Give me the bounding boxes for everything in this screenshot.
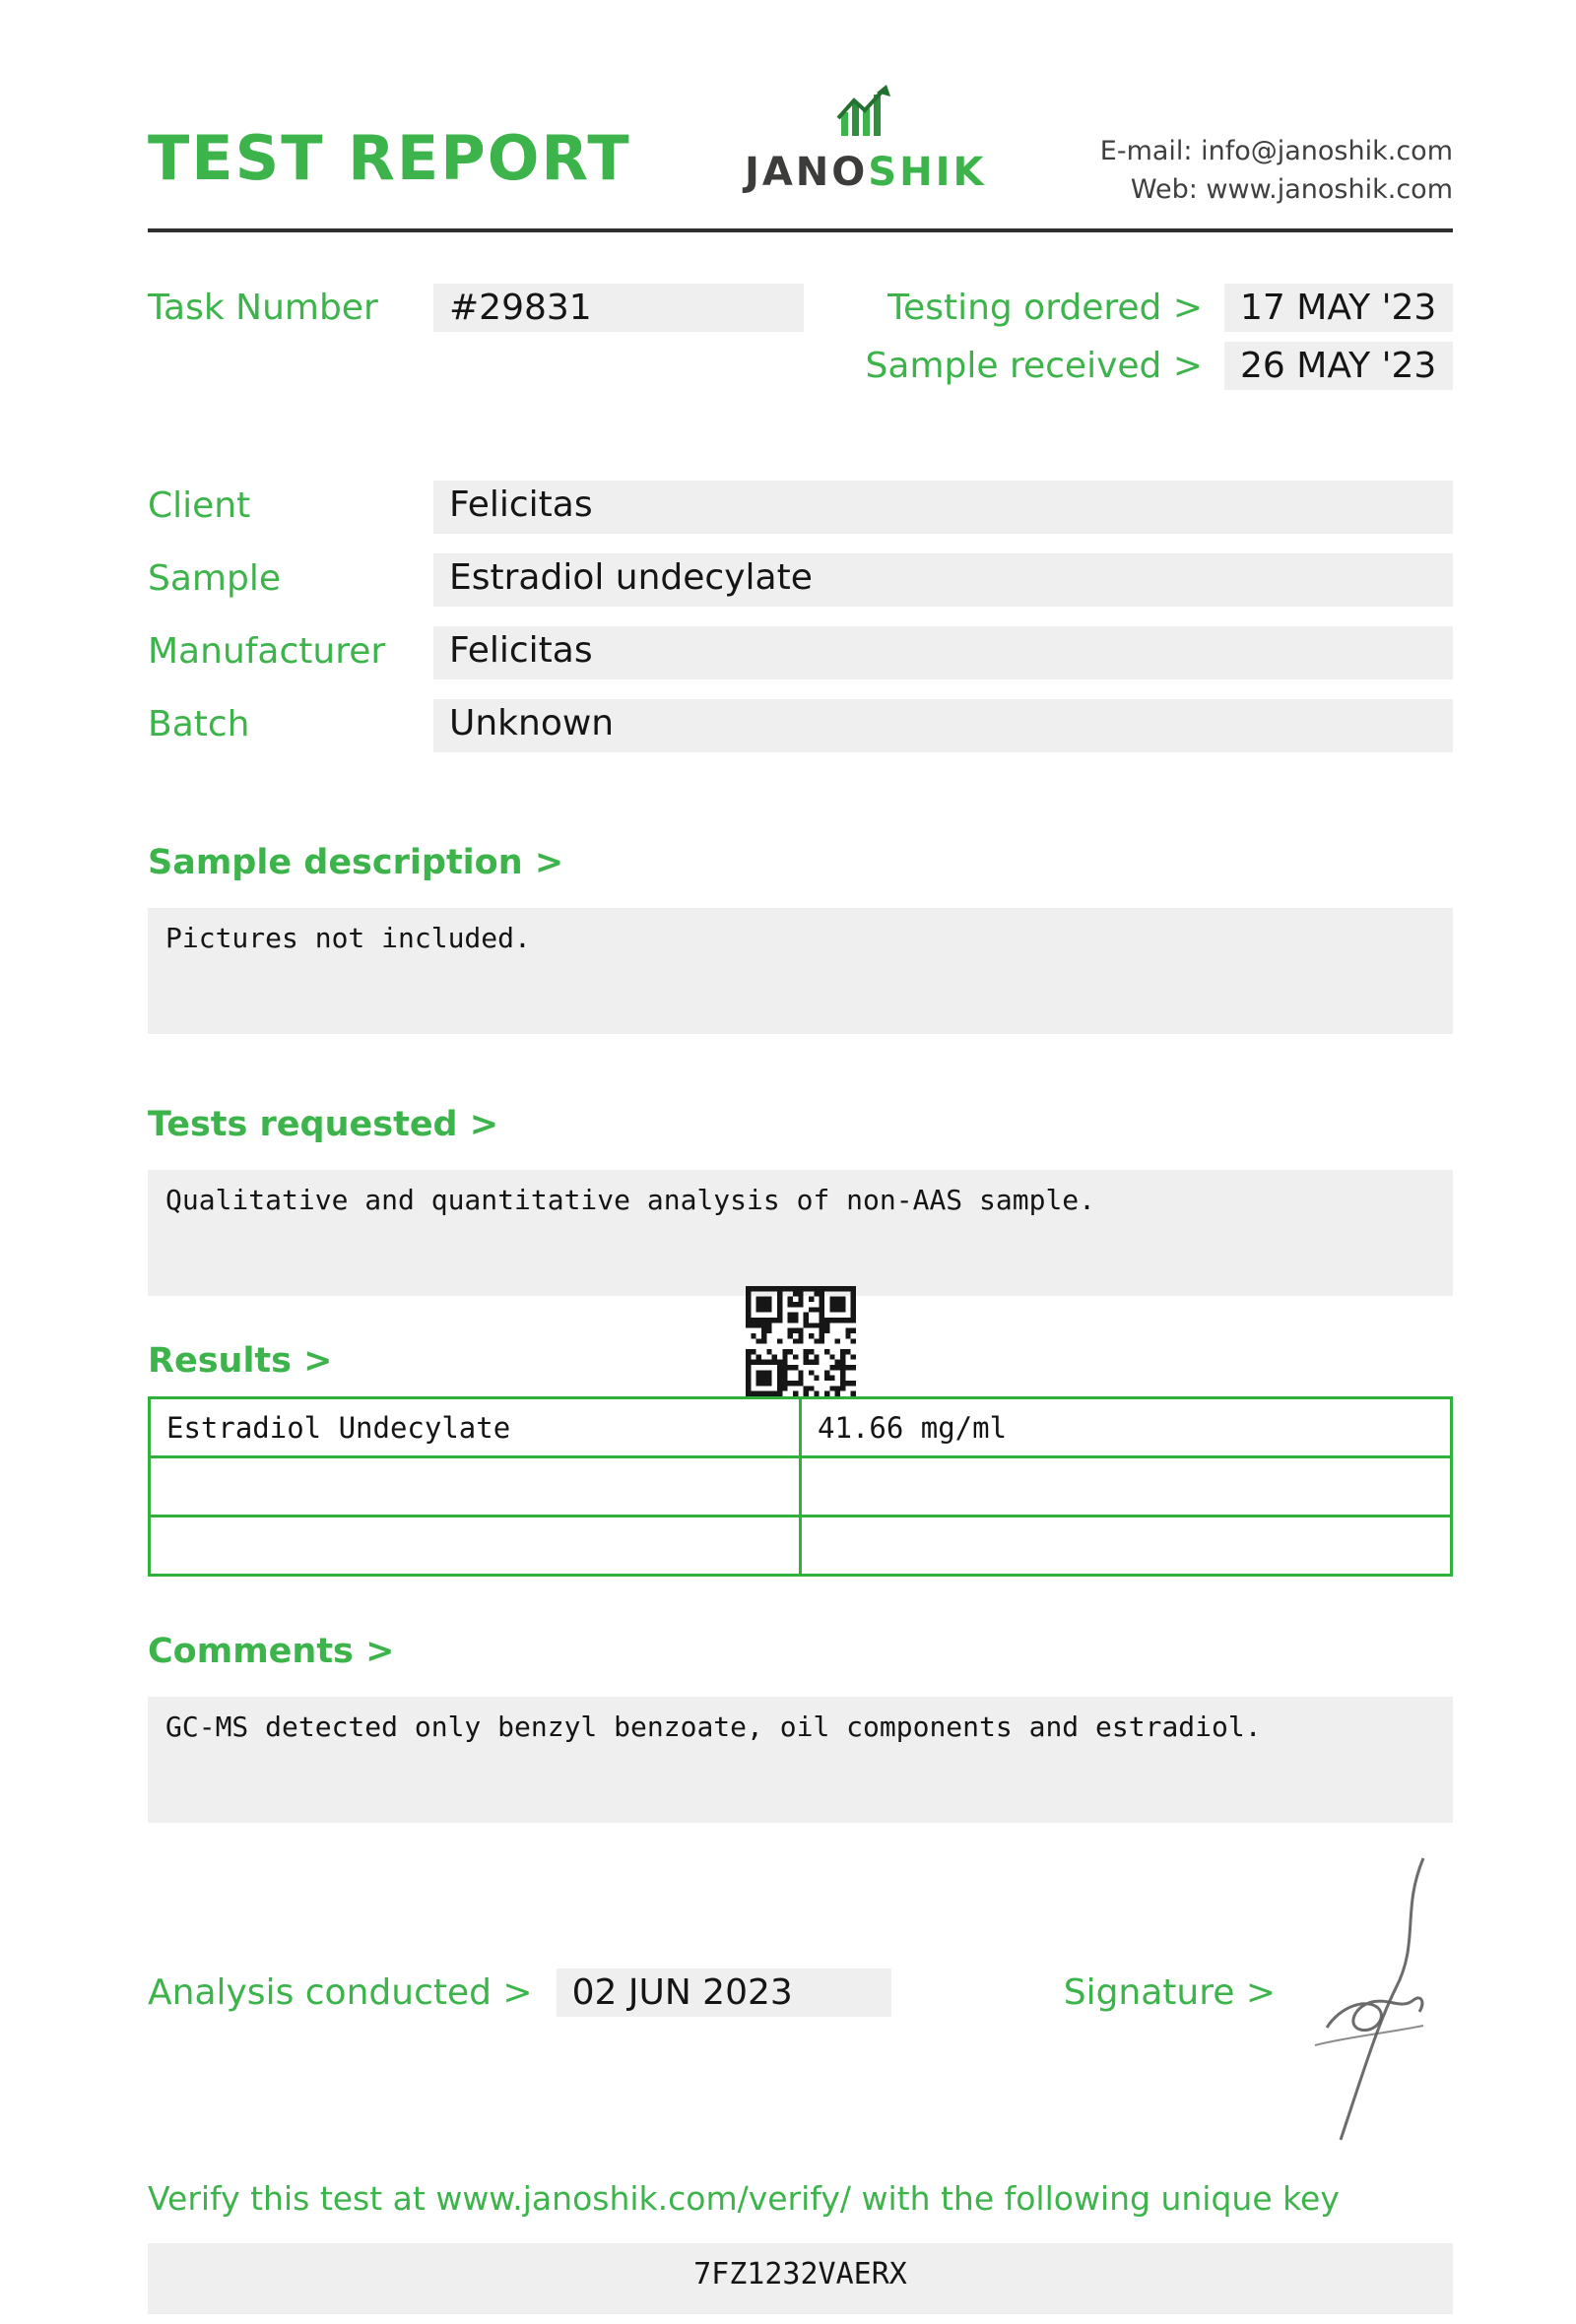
testing-ordered-label: Testing ordered > (887, 288, 1203, 329)
bar-chart-logo-icon (833, 83, 898, 148)
result-substance-cell (150, 1457, 801, 1517)
results-heading: Results > (148, 1341, 333, 1382)
web-label: Web: (1130, 174, 1198, 206)
analysis-signature-row (148, 1969, 1453, 2017)
results-section (148, 1341, 1453, 1577)
contact-web-line (1100, 170, 1453, 209)
sample-received-row (866, 342, 1453, 390)
manufacturer-value: Felicitas (433, 626, 1453, 679)
info-row-batch (148, 699, 1453, 752)
email-label: E-mail: (1099, 136, 1193, 166)
info-row-sample (148, 553, 1453, 607)
analysis-conducted-label: Analysis conducted > (148, 1972, 533, 2014)
analysis-conducted-value: 02 JUN 2023 (557, 1969, 891, 2017)
result-value-cell (801, 1517, 1452, 1576)
sample-label: Sample (148, 558, 281, 600)
task-section (148, 284, 1453, 390)
table-row (150, 1517, 1452, 1576)
signature-image (1276, 1852, 1453, 2152)
client-label: Client (148, 485, 251, 527)
task-number-value: #29831 (433, 284, 804, 332)
sample-received-label: Sample received > (865, 346, 1203, 387)
result-value-cell (801, 1457, 1452, 1517)
sample-description-heading: Sample description > (148, 843, 564, 883)
table-row (150, 1457, 1452, 1517)
tests-requested-box: Qualitative and quantitative analysis of non-AAS sample. (148, 1170, 1453, 1296)
logo-wordmark (745, 150, 987, 195)
testing-ordered-value: 17 MAY '23 (1224, 284, 1453, 332)
comments-heading: Comments > (148, 1632, 395, 1672)
result-value-cell: 41.66 mg/ml (801, 1398, 1452, 1457)
sample-value: Estradiol undecylate (433, 553, 1453, 607)
sample-description-box: Pictures not included. (148, 908, 1453, 1034)
result-substance-cell (150, 1517, 801, 1576)
report-title: TEST REPORT (148, 122, 631, 194)
sample-info-section (148, 481, 1453, 752)
signature-label: Signature > (1063, 1972, 1276, 2014)
client-value: Felicitas (433, 481, 1453, 534)
info-row-client (148, 481, 1453, 534)
tests-requested-heading: Tests requested > (148, 1105, 499, 1145)
task-number-group (148, 284, 804, 390)
contact-info (1100, 132, 1453, 209)
web-value: www.janoshik.com (1206, 174, 1453, 206)
testing-ordered-row (866, 284, 1453, 332)
result-substance-cell: Estradiol Undecylate (150, 1398, 801, 1457)
logo-text-shik: SHIK (868, 150, 987, 195)
batch-label: Batch (148, 704, 250, 745)
verify-instruction: Verify this test at www.janoshik.com/verify/ with the following unique key (148, 2179, 1340, 2219)
dates-group (866, 284, 1453, 390)
analysis-conducted-group (148, 1969, 891, 2017)
sample-received-value: 26 MAY '23 (1224, 342, 1453, 390)
results-table (148, 1396, 1453, 1577)
unique-key-box: 7FZ1232VAERX (148, 2243, 1453, 2314)
comments-box: GC-MS detected only benzyl benzoate, oil components and estradiol. (148, 1697, 1453, 1823)
info-row-manufacturer (148, 626, 1453, 679)
logo-text-jano: JANO (744, 150, 869, 195)
qr-code (746, 1286, 856, 1396)
contact-email-line (1100, 132, 1453, 170)
report-header (148, 0, 1453, 209)
table-row (150, 1398, 1452, 1457)
janoshik-logo (745, 83, 987, 195)
manufacturer-label: Manufacturer (148, 631, 386, 673)
header-divider (148, 228, 1453, 232)
task-number-label: Task Number (148, 288, 378, 329)
email-value: info@janoshik.com (1201, 136, 1453, 166)
batch-value: Unknown (433, 699, 1453, 752)
